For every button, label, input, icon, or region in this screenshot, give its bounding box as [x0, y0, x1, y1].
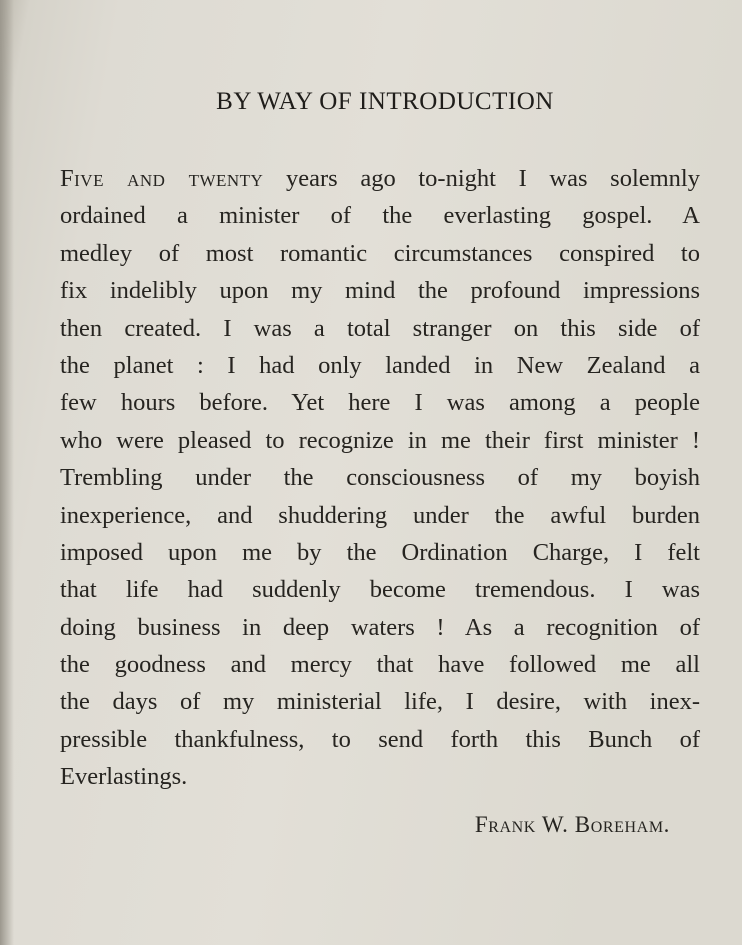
text-line: inexperience, and shuddering under the awful burden: [60, 501, 700, 529]
author-signature: Frank W. Boreham.: [474, 812, 670, 837]
text-line: then created. I was a total stranger on this side of: [60, 314, 700, 342]
text-line: Everlastings.: [60, 763, 188, 791]
text-line: the goodness and mercy that have followed me all: [60, 651, 700, 679]
text-line: the days of my ministerial life, I desire, with inex-: [60, 688, 700, 716]
text-line: imposed upon me by the Ordination Charge, I felt: [60, 538, 700, 566]
text-line: [60, 160, 700, 197]
text-line: pressible thankfulness, to send forth this Bunch of: [60, 725, 700, 753]
text-line: fix indelibly upon my mind the profound impressions: [60, 277, 700, 305]
lead-smallcaps: Five and twenty: [60, 165, 264, 192]
text-line: ordained a minister of the everlasting gospel. A: [60, 202, 700, 230]
text-line: Trembling under the consciousness of my boyish: [60, 464, 700, 492]
chapter-heading: BY WAY OF INTRODUCTION: [216, 88, 554, 115]
text-line: few hours before. Yet here I was among a people: [60, 389, 700, 417]
text-line-content: years ago to-night I was solemnly: [263, 165, 700, 192]
text-line: who were pleased to recognize in me their first minister !: [60, 426, 700, 454]
text-line: that life had suddenly become tremendous. I was: [60, 576, 700, 604]
text-line: the planet : I had only landed in New Zealand a: [60, 351, 700, 379]
text-line: doing business in deep waters ! As a recognition of: [60, 613, 700, 641]
text-line: medley of most romantic circumstances conspired to: [60, 239, 700, 267]
introduction-paragraph: [60, 160, 700, 796]
